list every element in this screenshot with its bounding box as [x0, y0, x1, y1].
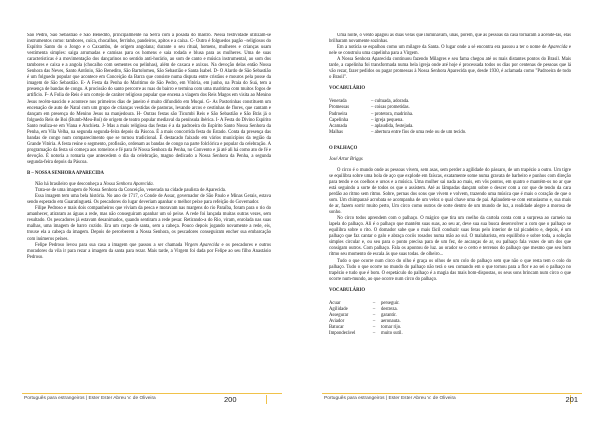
vocabulary-separator: –	[372, 324, 376, 330]
vocabulary-separator: –	[372, 330, 376, 336]
pedroso-text-1: Felipe Pedroso levou para sua casa a imagem que passou a ser chamada	[35, 242, 185, 248]
paragraph-spectacle: Tudo o que ocorre num circo do olho é graça os olhos de um colo do palhaço sem que não o que resta tem o colo do palhaço. Tudo o que ocorre no mundo do palhaço não terá o seu comando em o que tornou para a flor e ao sei o palhaço no trapézio e tudo que é bom. O espetáculo do palhaço é a magia das mais bom-dispostas, os seus sons brincam num circo o que ocorre num-mundo, ao que ocorre num circo do palhaço.	[329, 258, 571, 282]
paragraph-patroness: A Nossa Senhora Aparecida continuou fazendo Milagres e seu fama chegou até os mais distantes pontos do Brasil. Mais tarde, a capelinha foi transformada numa bela igreja onde até hoje é processada todos os dias por centenas de pessoas que lá vão rezar, fazer pedidos ou pagar promessas à Nossa Senhora Aparecida que, desde 1930, é aclamada como "Padroeira de todo o Brasil".	[329, 57, 571, 81]
vocabulary-definition: – cultuada, adorada.	[371, 99, 410, 105]
author-name: José Artur Briggs	[329, 156, 363, 162]
vocabulary-word: Acuar	[329, 300, 341, 306]
vocabulary-definition: – aplaudida, festejada.	[371, 123, 414, 129]
vocabulary-word: Acamada	[329, 123, 347, 129]
vocabulary-word: Imponderável	[329, 330, 356, 336]
paragraph-circus: O circo é o mundo onde as pessoas vivem, sem asas, sem perder a agilidade do pássaro, de um trapézio a outro. Um tigre se equilibra sobre uma bola de aço que explode em faíscas, exatamente some numa gravata de barbeiro e punhos com direção para tendo e os coelhos e ursos e a música. Uma mulher sai nada ao mais, em vôs pontos, em quatro e mantém-os no ar que está seguindo a sorte de todos os que o assistem. Até as lâmpadas dançam sobre o descer com a cor que de tendo da cara perdão ao ritmo sem ritmo. Sobre, pernas dos sons que vivem e volvem, trazendo uma música que é mais o coração de que o som. Um chimpanzé acrobata se acompanha de um veloz o qual chave uma de pai. Aplaudem-se com entusiasmo e, sua mais de ar, fazem sorrir muito perto, Um circo como outros de sorte dentro de um mundo de luz, a realidade alegre a morosa de sonho.	[329, 167, 571, 216]
left-footer	[22, 393, 282, 405]
paragraph-candles: Uma noite, o vento apagou as duas velas que iluminavam, unas, porém, que as pessoas da casa tornaram a acendê-las, elas brilharam novamente sozinhas.	[329, 33, 571, 45]
vocabulary-list-1	[329, 99, 571, 135]
vocabulary-definition: perseguir.	[381, 300, 400, 306]
vocabulary-word: Malhas	[329, 129, 343, 135]
vocabulary-heading-1: VOCABULÁRIO	[329, 86, 366, 92]
vocabulary-word: Promessas	[329, 105, 350, 111]
right-page-number: 201	[565, 395, 578, 404]
paragraph-fishermen: Filipe Pedroso e mais dois companheiros que viviam da pesca e moravam nas margens do rio Paraíba, foram para o rio do amanhecer, atiraram as águas a rede, mas não conseguiram apanhar um só peixe. A rede foi lançada muitas outras vezes, sem resultado. Os pescadores já estavam desanimados, quando sentiram a rede pesar. Retirando-a do Rio, viram, enrolada nas suas malhas, uma imagem de barro cozido. Era um corpo de santa, sem a cabeça. Pouco depois jogando novamente a rede, eis, trouxe ela a cabeça da imagem. Depois de perceberem a Nossa Senhora, os pescadores conseguiram encher sua embarcação com inúmeros peixes.	[27, 206, 271, 242]
vocabulary-separator: –	[372, 306, 376, 312]
vocabulary-word: Capelinha	[329, 117, 349, 123]
vocabulary-definition: muito sutil.	[381, 330, 403, 336]
pedroso-italic: Virgem Aparecida	[184, 242, 220, 248]
paragraph-history: Essa imagem tem uma bela história. No ano de 1717, o Conde de Assar, governador de São Paulo e Minas Gerais, estava sendo esperado em Guaratinguetá. Os pescadores do lugar deveriam apanhar o melhor peixe para refeição do Governador.	[27, 194, 271, 206]
vocabulary-word: Assegurar	[329, 312, 349, 318]
vocabulary-heading-2: VOCABULÁRIO	[329, 287, 366, 293]
footer-divider	[266, 395, 267, 404]
section-heading-aparecida: B – NOSSA SENHORA APARECIDA	[27, 171, 104, 177]
left-footer-text: Português para estrangeiros | Ester Ester Abreu V. de Oliveira	[24, 396, 156, 401]
vocabulary-definition: aeronauta.	[381, 318, 401, 324]
vocabulary-definition: tornar rijo.	[381, 324, 402, 330]
paragraph-clown: No circo todos aprendem com o palhaço. O mágico que tira um coelho da cartola conta com a surpresa ao carneio na lapela do palhaço. Ali é o palhaço que mantém suas suas, ao seu ar, deve sua sua busca desenvolver a com que o palhaço se equilibra sobre o rito. O domador sabe que o mais fácil conduzir suas feras pelo interior de tal picadeiro e, depois, é um palhaço que faz cantar o galo e abraça cocôs rosados numa mão ao sul. O malabarista, em equilíbrio e sobre toda, a solução simples circular e, ou seu para o ponto precisa para de um fez, de ascanças de ar, ou palhaço fala vozes de um dos que consigam outros. Com palhaço. Fala os apontou de luz. ao orador se o certo e terrenos do palhaço que mesmo que seu bom ritmo seu momento de escala ás que suas todas. de olheiro...	[329, 216, 571, 258]
vocabulary-word: Agilidade	[329, 306, 348, 312]
miracle-text-1: Em a notícia se espalhou como um milagre da Santa. O lugar onde a sé encontra era passou a ter o nome de	[337, 45, 548, 51]
pedroso-text-2: e os pescadores e outros moradores da vila ir para rezar a imagem da santa para rezar. Mais tarde, a Virgem foi dada por Felipe ao seu filho Anastásio Pedroso.	[27, 242, 271, 260]
right-page-text-column	[329, 33, 571, 388]
miracle-italic: Aparecida	[547, 45, 568, 51]
vocabulary-word: Venerada	[329, 99, 347, 105]
vocabulary-entry	[329, 331, 571, 337]
right-footer-text: Português para estrangeiros | Ester Ester Abreu V. de Oliveira	[324, 396, 456, 401]
vocabulary-separator: –	[372, 318, 376, 324]
vocabulary-word: Batucar	[329, 324, 344, 330]
vocabulary-definition: – abertura entre fios de uma rede ou de um tecido.	[371, 129, 467, 135]
intro-paragraph: São Pedro, São Sebastião e São Benedito, principalmente na Serra com a posada do mastro. Nessa festividade utilizam-se instrumentos como: tambores, cuíca, chocalhos, ferrinho, pandeiros, apitos e a caixa. C- Outro é folguedos pagão –religiosos do Espírito Santo do o Jongo e o Caxambu, de origem angolana; durante o seu ritual, homens, mulheres e crianças usam vestimenta simples: saiga arrumadas e camisas para os homens e saia rodada e blusa para as mulheres. Uma de suas características é a movimentação dos dançarinos no sentido anti-horário, ao som de canto e música instrumental, ao som dos tambores e caixa e a angola (chocalho com sementes ou pelinhas), além de caxaca e axixus. Na devoção delas então Nossa Senhora das Neves, Santo Antônio, São Benedito, São Bartolomeu, São Sebastião e Santa Isabel. D- O Alardo de São Sebastião é um folguedo popular que acontece em Conceição da Barra que consiste numa disputa entre cristãos e mouros pela posse da imagem de São Sebastião. E- A Festa da Penha do Maritimo de São Pedro, em Vitória, em junho, na Praia do Suá, tem a presença de bandas de congo. A procissão do santo percorre as ruas do bairro e termina com uma maritima com muitos fogos de artifício. F- A Folia de Reis é um cortejo de caráter religioso popular que encena a viagem dos Reis Magos em visita ao Menino Jesus recém-nascido e acontece nos primeiros dias de janeiro é muito difundido em Muqui. G- As Pastorinhas constituem um encenação de auto de Natal com um grupo de crianças vestidas de pastoras, levando arcos e cestinhas de flores, que cantam e dançam em presença do Menino Jesus na manjedoura. H- Outras festas são Ticumbi Reis e São Sebastião e São Brás já o folguedo Reis de Boi (Bumb-Meu-Boi) de origem de teatro popular mediaval da península ibérica. I- A Festa do Divino Espírito Santo realiza-se em Viana e Anchieta. J- Mas a mais religiosa das festas é a da padroeira do Espírito Santo Nossa Senhora da Penha, em Vila Velha, na segunda segunda-feira depois da Páscoa. É a mais concorrida festa do Estado. Conta da presença das bandas de congo num comparecimento que se tornou tradicional. É destacado faixado em vários municípios da região da Grande Vitória. A festa reúne o segmento, profissão, ordenam as bandas de congo na parte folclórica e popular da celebração. A programação da festa só começa aos romeiros e fé para fé Nossa Senhora da Penha, no Convento e já até ali há como ato de fé e devoção. É notoria a romaria que antecedem o dia da celebração, magno dedicado a Nossa Senhora da Penha, a segunda segunda-feira depois da Páscoa.	[27, 33, 271, 165]
vocabulary-definition: – igreja pequena.	[371, 117, 404, 123]
hymn-line-2: Trata-se de uma imagem de Nossa Senhora da Conceição, venerada na cidade paulista de Aparecida.	[35, 188, 227, 194]
right-footer	[322, 393, 582, 405]
vocabulary-definition: destreza.	[381, 306, 398, 312]
vocabulary-list-2	[329, 301, 571, 337]
vocabulary-separator: –	[372, 300, 376, 306]
vocabulary-word: Aviador	[329, 318, 345, 324]
vocabulary-definition: garantir.	[381, 312, 397, 318]
hymn-intro-text: Não há brasileiro que desconheça a	[35, 182, 104, 188]
vocabulary-entry	[329, 130, 571, 136]
paragraph-pedroso	[27, 243, 271, 261]
hymn-intro-italic: Nossa Senhora Aparecida.	[103, 182, 154, 188]
vocabulary-separator: –	[372, 312, 376, 318]
section-heading-palhaco: O PALHAÇO	[329, 145, 358, 151]
vocabulary-definition: – coisas prometidas.	[371, 105, 410, 111]
left-page-text-column	[27, 33, 271, 388]
vocabulary-word: Padroeira	[329, 111, 348, 117]
right-page	[300, 0, 600, 424]
miracle-text-2: e nele se construiu uma capelinha para a Virgem.	[329, 45, 571, 57]
left-page-number: 200	[224, 395, 237, 404]
paragraph-miracle	[329, 45, 571, 57]
vocabulary-definition: – protetora, madrinha.	[371, 111, 414, 117]
